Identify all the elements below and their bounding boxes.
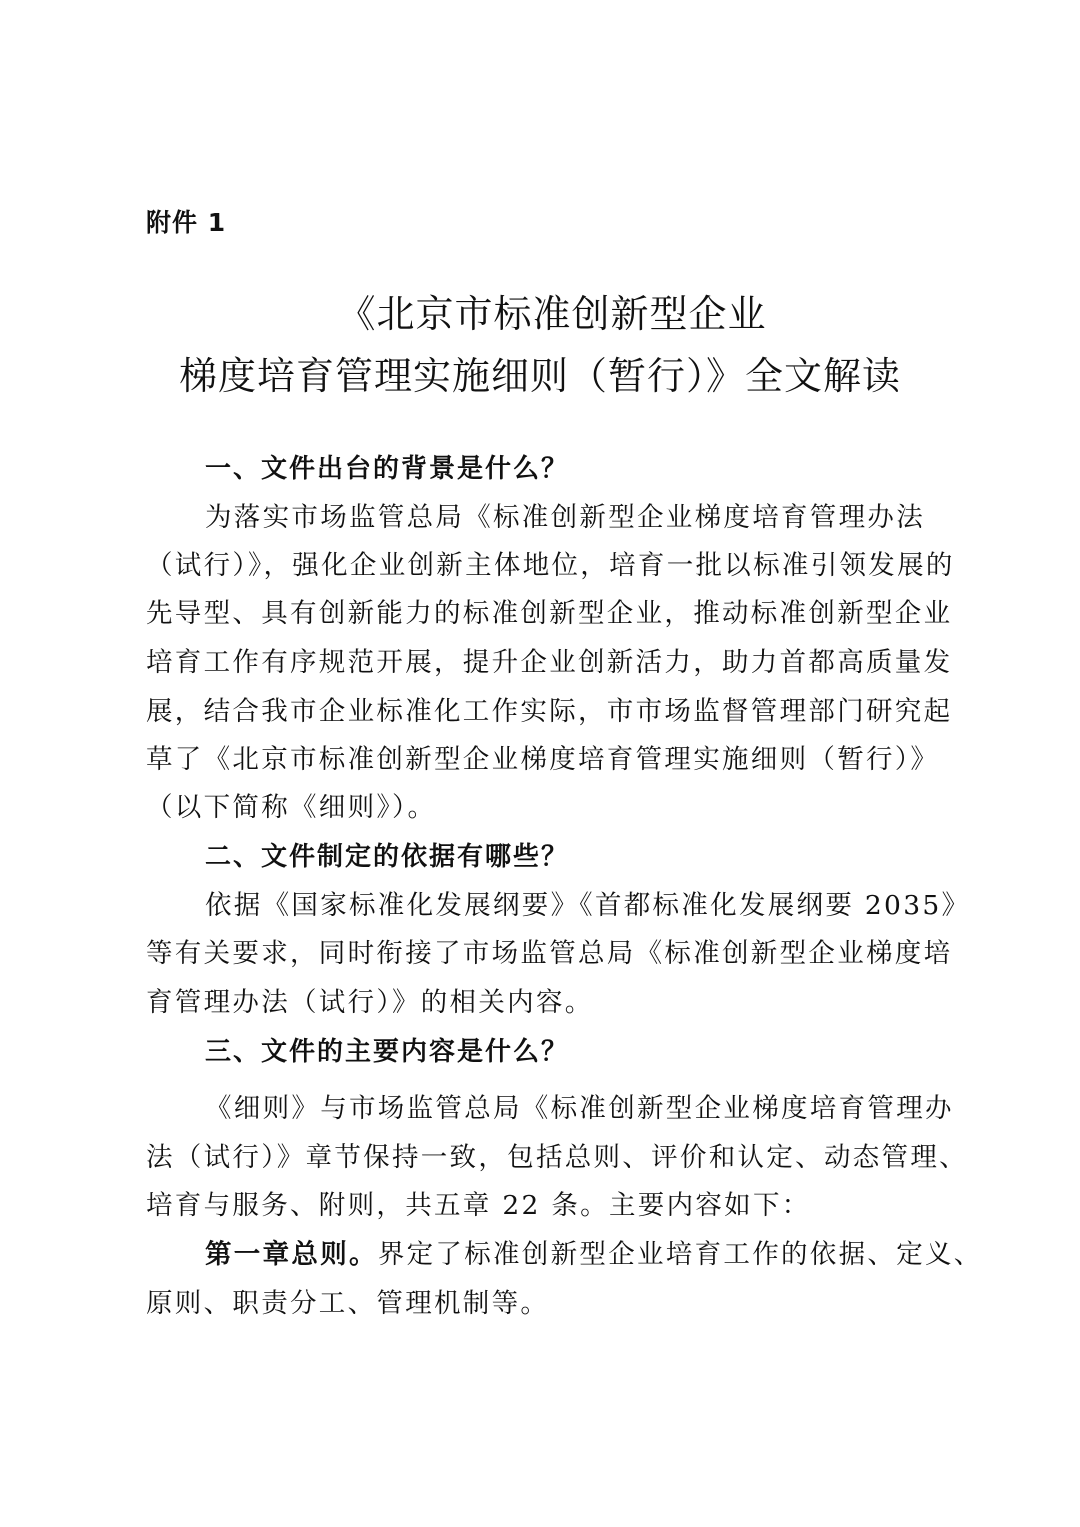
section-1-paragraph-line: 为落实市场监管总局《标准创新型企业梯度培育管理办法 — [205, 502, 925, 533]
section-1-paragraph-line: 展，结合我市企业标准化工作实际，市市场监督管理部门研究起 — [146, 696, 953, 727]
section-2-paragraph-line: 等有关要求，同时衔接了市场监管总局《标准创新型企业梯度培 — [146, 938, 953, 969]
section-1-paragraph-line: 先导型、具有创新能力的标准创新型企业，推动标准创新型企业 — [146, 598, 953, 629]
attachment-label: 附件 1 — [146, 208, 227, 237]
section-1-heading: 一、文件出台的背景是什么？ — [205, 454, 570, 484]
section-1-paragraph-line: （以下简称《细则》）。 — [146, 792, 437, 823]
chapter-1-lead: 第一章总则。 — [205, 1239, 378, 1270]
section-1-paragraph-line: 草了《北京市标准创新型企业梯度培育管理实施细则（暂行）》 — [146, 744, 940, 775]
section-2-heading: 二、文件制定的依据有哪些？ — [205, 842, 570, 872]
section-1-paragraph-line: 培育工作有序规范开展，提升企业创新活力，助力首都高质量发 — [146, 647, 953, 678]
section-2-paragraph-line: 依据《国家标准化发展纲要》《首都标准化发展纲要 2035》 — [205, 890, 971, 921]
section-1-paragraph-line: （试行）》，强化企业创新主体地位，培育一批以标准引领发展的 — [146, 550, 955, 581]
chapter-1-paragraph-line: 原则、职责分工、管理机制等。 — [146, 1288, 550, 1319]
section-3-paragraph-line: 培育与服务、附则，共五章 22 条。主要内容如下： — [146, 1190, 811, 1221]
chapter-1-text: 界定了标准创新型企业培育工作的依据、定义、 — [377, 1239, 983, 1270]
document-title-line-1: 《北京市标准创新型企业 — [337, 292, 767, 336]
section-3-heading: 三、文件的主要内容是什么？ — [205, 1037, 570, 1067]
chapter-1-paragraph-line — [205, 1233, 983, 1277]
section-2-paragraph-line: 育管理办法（试行）》的相关内容。 — [146, 987, 594, 1018]
section-3-paragraph-line: 法（试行）》章节保持一致，包括总则、评价和认定、动态管理、 — [146, 1142, 968, 1173]
document-title-line-2: 梯度培育管理实施细则（暂行）》全文解读 — [178, 354, 901, 398]
section-3-paragraph-line: 《细则》与市场监管总局《标准创新型企业梯度培育管理办 — [205, 1093, 954, 1124]
